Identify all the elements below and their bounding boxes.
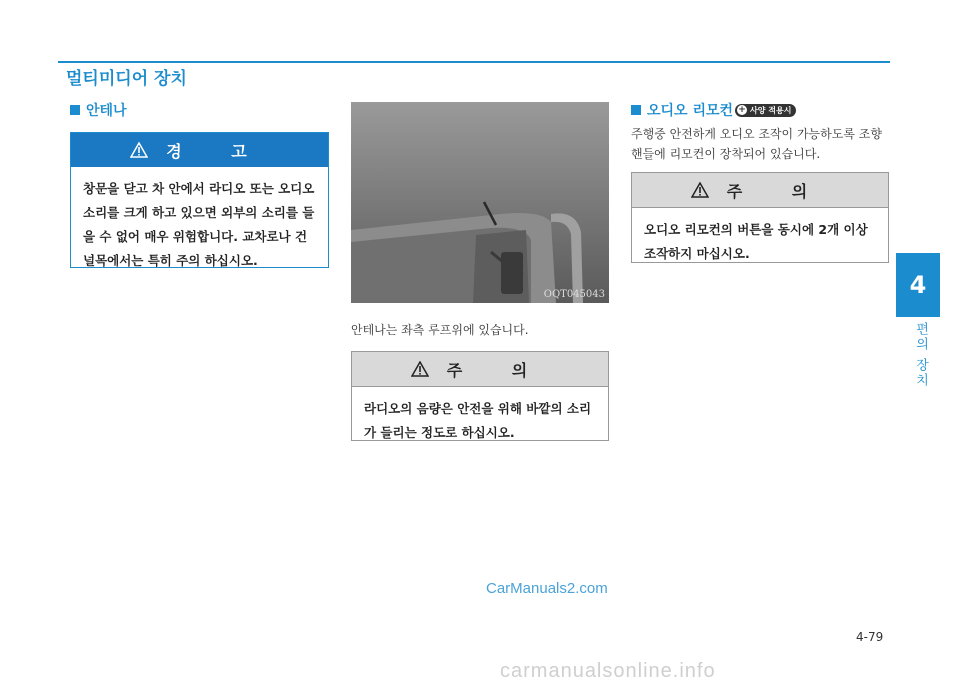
watermark-top[interactable]: CarManuals2.com	[486, 580, 608, 597]
antenna-caution-box	[351, 351, 609, 441]
antenna-caution-title: 주 의	[446, 360, 550, 380]
remote-caution-text: 오디오 리모컨의 버튼을 동시에 2개 이상 조작하지 마십시오.	[644, 222, 868, 261]
warning-box	[70, 132, 329, 268]
remote-heading	[631, 100, 796, 120]
page-number: 4-79	[856, 630, 884, 644]
antenna-photo	[351, 102, 609, 303]
remote-heading-text: 오디오 리모컨	[647, 103, 734, 119]
warning-title: 경 고	[166, 141, 269, 161]
antenna-description: 안테나는 좌측 루프위에 있습니다.	[351, 323, 529, 337]
warning-triangle-icon	[691, 182, 709, 198]
option-badge-text: 사양 적용시	[750, 105, 792, 115]
top-rule	[58, 61, 890, 63]
photo-code: OQT045043	[543, 289, 605, 300]
warning-box-header	[71, 133, 328, 167]
chapter-name: 편의 장치	[913, 322, 928, 389]
option-badge	[735, 104, 796, 117]
warning-text: 창문을 닫고 차 안에서 라디오 또는 오디오 소리를 크게 하고 있으면 외부의 소리를 들을 수 없어 매우 위험합니다. 교차로나 건널목에서는 특히 주의 하십시오.	[83, 181, 315, 268]
warning-triangle-icon	[411, 361, 429, 377]
remote-caution-header	[632, 173, 888, 208]
antenna-heading	[70, 100, 127, 120]
antenna-heading-text: 안테나	[86, 103, 127, 119]
section-title: 멀티미디어 장치	[66, 69, 187, 89]
antenna-caution-header	[352, 352, 608, 387]
antenna-caution-text: 라디오의 음량은 안전을 위해 바깥의 소리가 들리는 정도로 하십시오.	[364, 401, 592, 440]
chapter-tab[interactable]: 4	[896, 253, 940, 317]
remote-caution-title: 주 의	[726, 181, 830, 201]
remote-description: 주행중 안전하게 오디오 조작이 가능하도록 조향 핸들에 리모컨이 장착되어 있습니다.	[631, 127, 882, 161]
truck-roof-illustration	[351, 102, 609, 303]
heading-square-icon	[631, 105, 641, 115]
warning-triangle-icon	[130, 142, 148, 158]
heading-square-icon	[70, 105, 80, 115]
plus-icon: +	[738, 105, 746, 115]
remote-caution-box	[631, 172, 889, 263]
watermark-bottom: carmanualsonline.info	[500, 660, 716, 682]
